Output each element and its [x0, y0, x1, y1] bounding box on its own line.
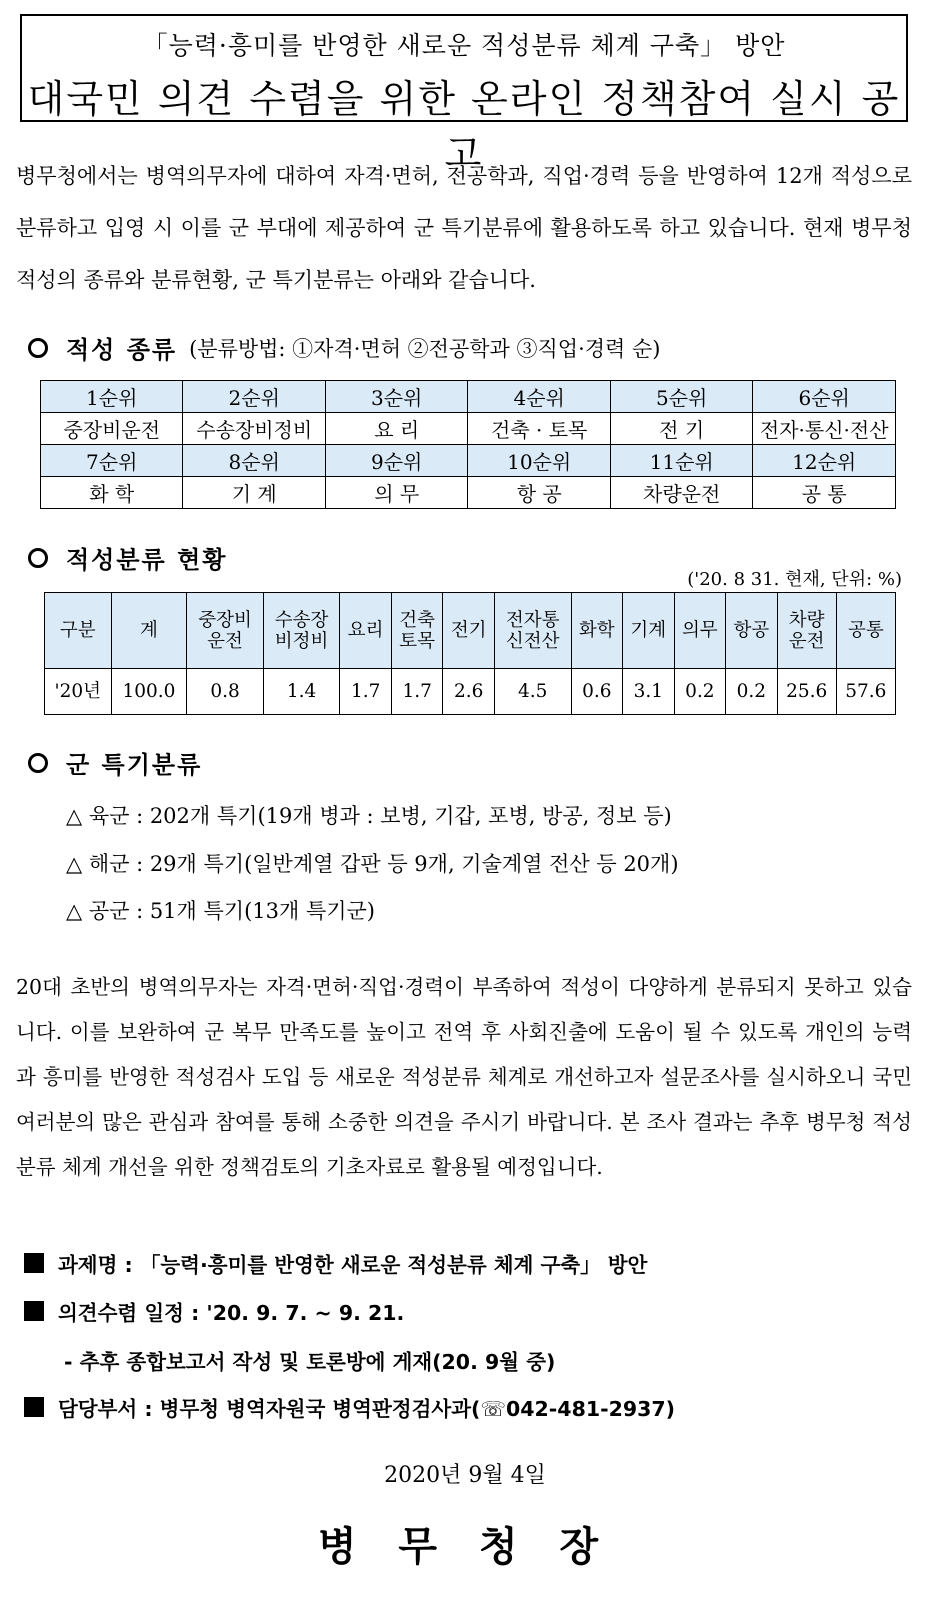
square-bullet-icon — [24, 1301, 44, 1321]
circle-bullet-icon — [28, 753, 48, 773]
section-title: 군 특기분류 — [66, 751, 203, 779]
table-cell: 3.1 — [623, 669, 675, 715]
table-cell: 0.8 — [187, 669, 264, 715]
column-header: 기계 — [623, 593, 675, 669]
aptitude-cell: 전 기 — [610, 413, 752, 445]
signature: 병 무 청 장 — [317, 1523, 613, 1570]
column-header: 의무 — [674, 593, 726, 669]
rank-cell: 12순위 — [753, 445, 896, 477]
column-header: 공통 — [836, 593, 895, 669]
list-item-navy: △ 해군 : 29개 특기(일반계열 갑판 등 9개, 기술계열 전산 등 20개) — [66, 852, 679, 876]
rank-cell: 11순위 — [610, 445, 752, 477]
title-subtitle: 「능력·흥미를 반영한 새로운 적성분류 체계 구축」 방안 — [142, 31, 786, 60]
rank-cell: 3순위 — [325, 381, 467, 413]
rank-cell: 2순위 — [183, 381, 325, 413]
table-row — [41, 413, 896, 445]
table-cell: 2.6 — [443, 669, 495, 715]
detail-text: 담당부서 : 병무청 병역자원국 병역판정검사과(☏042-481-2937) — [58, 1397, 676, 1421]
aptitude-cell: 요 리 — [325, 413, 467, 445]
page-title: 대국민 의견 수렴을 위한 온라인 정책참여 실시 공고 — [27, 77, 901, 176]
aptitude-cell: 수송장비정비 — [183, 413, 325, 445]
body-paragraph: 20대 초반의 병역의무자는 자격·면허·직업·경력이 부족하여 적성이 다양하게 분류되지 못하고 있습니다. 이를 보완하여 군 복무 만족도를 높이고 전역 후 사회진출에 도움이 될 수 있도록 개인의 능력과 흥미를 반영한 적성검사 도입 등 새로운 적성분류 체계로 개선하고자 설문조사를 실시하오니 국민여러분의 많은 관심과 참여를 통해 소중한 의견을 주시기 바랍니다. 본 조사 결과는 추후 병무청 적성분류 체계 개선을 위한 정책검토의 기초자료로 활용될 예정입니다. — [16, 975, 912, 1179]
section-aptitude-types-heading — [28, 330, 660, 365]
status-note: ('20. 8 31. 현재, 단위: %) — [687, 569, 902, 590]
aptitude-cell: 전자·통신·전산 — [753, 413, 896, 445]
column-header: 화학 — [571, 593, 623, 669]
column-header: 요리 — [340, 593, 392, 669]
circle-bullet-icon — [28, 548, 48, 568]
table-cell: 0.6 — [571, 669, 623, 715]
detail-followup: - 추후 종합보고서 작성 및 토론방에 게재(20. 9월 중) — [64, 1350, 556, 1374]
list-item-army: △ 육군 : 202개 특기(19개 병과 : 보병, 기갑, 포병, 방공, 정보 등) — [66, 804, 672, 828]
table-cell: 0.2 — [674, 669, 726, 715]
title-box — [20, 14, 908, 176]
table-cell: 0.2 — [726, 669, 778, 715]
table-cell: 1.7 — [391, 669, 443, 715]
column-header: 수송장 비정비 — [263, 593, 340, 669]
table-row — [41, 477, 896, 509]
detail-text: 과제명 : 「능력·흥미를 반영한 새로운 적성분류 체계 구축」 방안 — [58, 1253, 648, 1277]
column-header: 중장비 운전 — [187, 593, 264, 669]
table-cell: 1.4 — [263, 669, 340, 715]
rank-cell: 4순위 — [468, 381, 610, 413]
aptitude-cell: 항 공 — [468, 477, 610, 509]
intro-paragraph: 병무청에서는 병역의무자에 대하여 자격·면허, 전공학과, 직업·경력 등을 반영하여 12개 적성으로 분류하고 입영 시 이를 군 부대에 제공하여 군 특기분류에 활용하도록 하고 있습니다. 현재 병무청 적성의 종류와 분류현황, 군 특기분류는 아래와 같습니다. — [16, 164, 912, 292]
square-bullet-icon — [24, 1253, 44, 1273]
rank-cell: 1순위 — [41, 381, 183, 413]
aptitude-cell: 건축 · 토목 — [468, 413, 610, 445]
aptitude-cell: 화 학 — [41, 477, 183, 509]
aptitude-cell: 차량운전 — [610, 477, 752, 509]
aptitude-cell: 기 계 — [183, 477, 325, 509]
section-military-specialty-heading — [28, 745, 202, 780]
classification-status-table — [44, 592, 896, 715]
table-cell: 25.6 — [777, 669, 836, 715]
detail-department — [24, 1392, 675, 1422]
column-header: 차량 운전 — [777, 593, 836, 669]
detail-task — [24, 1248, 647, 1278]
column-header: 건축 토목 — [391, 593, 443, 669]
aptitude-cell: 의 무 — [325, 477, 467, 509]
rank-cell: 10순위 — [468, 445, 610, 477]
table-row — [41, 445, 896, 477]
rank-cell: 9순위 — [325, 445, 467, 477]
detail-text: 의견수렴 일정 : '20. 9. 7. ~ 9. 21. — [58, 1301, 405, 1325]
table-cell: 57.6 — [836, 669, 895, 715]
aptitude-cell: 중장비운전 — [41, 413, 183, 445]
notice-date: 2020년 9월 4일 — [384, 1463, 546, 1488]
section-note: (분류방법: ①자격·면허 ②전공학과 ③직업·경력 순) — [189, 336, 661, 361]
column-header: 전자통 신전산 — [494, 593, 571, 669]
table-cell: '20년 — [45, 669, 112, 715]
rank-cell: 8순위 — [183, 445, 325, 477]
table-cell: 1.7 — [340, 669, 392, 715]
column-header: 항공 — [726, 593, 778, 669]
table-cell: 100.0 — [111, 669, 187, 715]
column-header: 계 — [111, 593, 187, 669]
table-row — [41, 381, 896, 413]
square-bullet-icon — [24, 1397, 44, 1417]
table-row — [45, 669, 896, 715]
rank-cell: 6순위 — [753, 381, 896, 413]
column-header: 전기 — [443, 593, 495, 669]
aptitude-types-table — [40, 380, 896, 509]
circle-bullet-icon — [28, 338, 48, 358]
detail-schedule — [24, 1296, 404, 1326]
list-item-airforce: △ 공군 : 51개 특기(13개 특기군) — [66, 899, 376, 923]
section-title: 적성 종류 — [66, 336, 178, 364]
section-title: 적성분류 현황 — [66, 546, 228, 574]
section-classification-status-heading — [28, 540, 227, 575]
table-cell: 4.5 — [494, 669, 571, 715]
column-header: 구분 — [45, 593, 112, 669]
rank-cell: 7순위 — [41, 445, 183, 477]
table-header-row — [45, 593, 896, 669]
aptitude-cell: 공 통 — [753, 477, 896, 509]
rank-cell: 5순위 — [610, 381, 752, 413]
